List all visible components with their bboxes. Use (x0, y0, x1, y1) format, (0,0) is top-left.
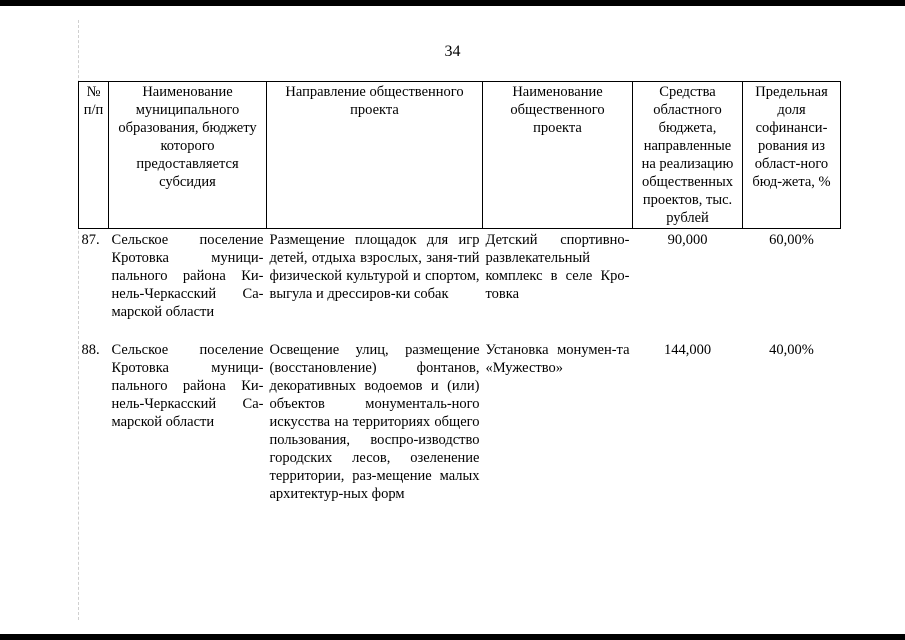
header-project-direction: Направление общественного проекта (267, 82, 483, 229)
header-number: № п/п (79, 82, 109, 229)
row-municipality: Сельское поселение Кротовка муници-пального района Ки-нель-Черкасский Са-марской области (111, 232, 264, 320)
row-direction: Размещение площадок для игр детей, отдыха взрослых, заня-тий физической культурой и спортом, выгула и дрессиров-ки собак (269, 232, 480, 302)
page-number: 34 (444, 43, 461, 60)
subsidy-table (78, 81, 841, 503)
row-share: 60,00% (769, 232, 814, 248)
header-municipality: Наименование муниципального образования, бюджету которого предоставляется субсидия (109, 82, 267, 229)
row-project: Детский спортивно-развлекательный комплекс в селе Кро-товка (485, 232, 630, 302)
table-header-row (79, 82, 841, 229)
row-share: 40,00% (769, 342, 814, 358)
row-number: 87. (81, 232, 100, 248)
table-row (79, 229, 841, 322)
row-municipality: Сельское поселение Кротовка муници-пального района Ки-нель-Черкасский Са-марской области (111, 342, 264, 430)
table-row (79, 339, 841, 503)
scan-bottom-border (0, 634, 905, 640)
header-cofinancing-share: Предельная доля софинанси-рования из област-ного бюд-жета, % (743, 82, 841, 229)
row-funds: 90,000 (667, 232, 708, 248)
scan-top-border (0, 0, 905, 6)
row-spacer (79, 321, 841, 339)
row-funds: 144,000 (663, 342, 712, 358)
row-number: 88. (81, 342, 100, 358)
header-budget-funds: Средства областного бюджета, направленные на реализацию общественных проектов, тыс. рублей (633, 82, 743, 229)
row-project: Установка монумен-та «Мужество» (485, 342, 630, 376)
header-project-name: Наименование общественного проекта (483, 82, 633, 229)
row-direction: Освещение улиц, размещение (восстановление) фонтанов, декоративных водоемов и (или) объектов монументаль-ного искусства на территориях общего пользования, воспро-изводство городских лесов, озеленение территории, раз-мещение малых архитектур-ных форм (269, 342, 480, 502)
